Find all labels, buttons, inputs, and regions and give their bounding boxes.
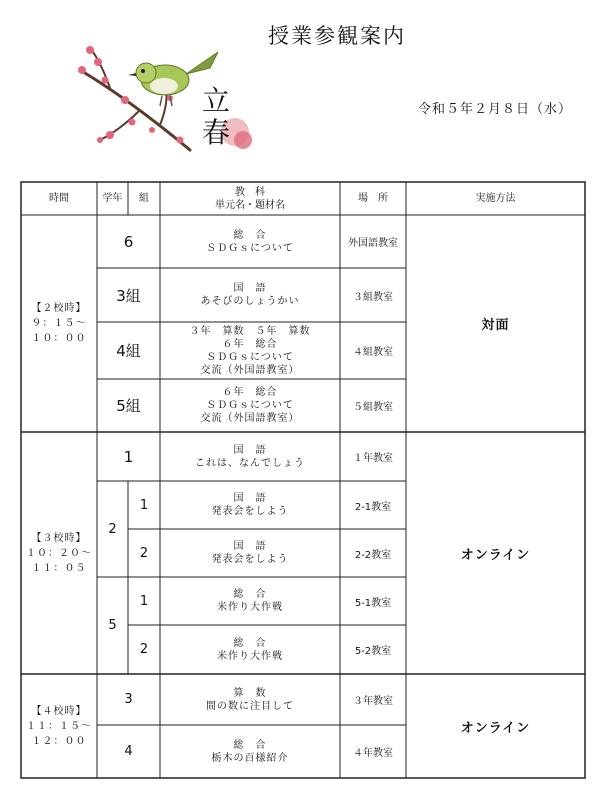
place-cell: ３組教室 bbox=[353, 291, 393, 303]
subject-line: ＳＤＧｓについて bbox=[206, 351, 294, 363]
class-cell: 1 bbox=[139, 497, 149, 513]
subject-cell bbox=[160, 481, 340, 529]
period-time-start: １１：１５～ bbox=[26, 720, 92, 732]
header-grade: 学年 bbox=[102, 193, 123, 204]
class-cell: 2 bbox=[139, 642, 149, 657]
subject-line: 国 語 bbox=[233, 444, 267, 456]
subject-line: 発表会をしよう bbox=[211, 554, 289, 565]
subject-line: ６年 総合 bbox=[222, 338, 278, 350]
subject-line: これは、なんでしょう bbox=[195, 457, 305, 469]
place-cell: ４年教室 bbox=[353, 748, 393, 759]
period-time-start: ９：１５～ bbox=[31, 318, 87, 329]
place-cell: 2-1教室 bbox=[354, 501, 392, 513]
subject-cell bbox=[160, 674, 340, 725]
subject-line: 米作り大作戦 bbox=[217, 602, 283, 613]
page-title: 授業参観案内 bbox=[268, 24, 406, 48]
subject-cell bbox=[160, 268, 340, 322]
header-time: 時間 bbox=[49, 193, 69, 204]
method-period-4: オンライン bbox=[460, 720, 531, 736]
grade-cell: 5 bbox=[108, 618, 117, 633]
subject-line: 総 合 bbox=[233, 739, 267, 751]
grade-cell: 2 bbox=[108, 521, 117, 537]
header-class: 組 bbox=[139, 193, 149, 204]
period-name: 【２校時】 bbox=[31, 303, 87, 314]
subject-line: 国 語 bbox=[233, 283, 267, 294]
grade-cell: 1 bbox=[123, 447, 134, 466]
subject-line: ３年 算数 ５年 算数 bbox=[189, 325, 311, 337]
header-subject-line1: 教 科 bbox=[235, 186, 265, 198]
grade-cell: 5組 bbox=[116, 397, 141, 415]
grade-cell: 6 bbox=[123, 232, 134, 251]
header-subject-line2: 単元名・題材名 bbox=[215, 199, 285, 211]
grade-cell: 4組 bbox=[116, 342, 141, 360]
subject-line: 米作り大作戦 bbox=[217, 650, 283, 662]
place-cell: 外国語教室 bbox=[348, 238, 398, 249]
period-time-end: １１：０５ bbox=[31, 562, 87, 574]
subject-cell bbox=[160, 432, 340, 481]
subject-line: 国 語 bbox=[233, 541, 267, 552]
period-time-start: １０：２０～ bbox=[26, 547, 92, 559]
period-name: 【３校時】 bbox=[31, 532, 87, 544]
subject-line: ＳＤＧｓについて bbox=[206, 242, 294, 254]
period-4-cell bbox=[21, 674, 97, 778]
subject-cell bbox=[160, 529, 340, 577]
subject-cell bbox=[160, 215, 340, 268]
subject-cell bbox=[160, 322, 340, 379]
grade-cell: 4 bbox=[124, 744, 133, 759]
subject-cell bbox=[160, 577, 340, 625]
method-period-3: オンライン bbox=[460, 547, 531, 563]
period-2-cell bbox=[21, 215, 97, 432]
subject-line: 総 合 bbox=[233, 589, 267, 600]
grade-cell: 3組 bbox=[116, 286, 141, 305]
subject-line: あそびのしょうかい bbox=[200, 296, 300, 307]
period-time-end: １２：００ bbox=[31, 735, 87, 747]
subject-line: 間の数に注目して bbox=[206, 700, 294, 712]
subject-line: 算 数 bbox=[233, 687, 267, 699]
method-period-2: 対面 bbox=[481, 318, 510, 333]
period-name: 【４校時】 bbox=[31, 705, 87, 717]
subject-line: ６年 総合 bbox=[222, 387, 278, 398]
header-method: 実施方法 bbox=[475, 193, 516, 204]
place-cell: 5-1教室 bbox=[354, 597, 392, 609]
class-cell: 2 bbox=[139, 545, 149, 561]
subject-line: 栃木の百様紹介 bbox=[211, 752, 289, 764]
subject-cell bbox=[160, 379, 340, 432]
period-time-end: １０：００ bbox=[31, 333, 87, 344]
header-place: 場 所 bbox=[358, 193, 388, 204]
period-3-cell bbox=[21, 432, 97, 674]
place-cell: 5-2教室 bbox=[354, 646, 392, 657]
subject-line: ＳＤＧｓについて bbox=[206, 400, 294, 411]
subject-line: 交流（外国語教室） bbox=[200, 413, 300, 424]
subject-line: 交流（外国語教室） bbox=[200, 364, 300, 376]
grade-cell: 3 bbox=[124, 692, 133, 707]
date-text: 令和５年２月８日（水） bbox=[418, 102, 573, 117]
subject-cell bbox=[160, 725, 340, 778]
subject-line: 発表会をしよう bbox=[211, 506, 289, 517]
place-cell: ５組教室 bbox=[353, 402, 393, 413]
subject-line: 総 合 bbox=[233, 229, 267, 241]
place-cell: ３年教室 bbox=[353, 696, 393, 707]
subject-line: 総 合 bbox=[233, 637, 267, 649]
place-cell: 2-2教室 bbox=[354, 549, 392, 561]
class-cell: 1 bbox=[139, 593, 149, 609]
place-cell: １年教室 bbox=[353, 453, 393, 464]
subject-cell bbox=[160, 625, 340, 674]
header-subject bbox=[160, 182, 340, 215]
subject-line: 国 語 bbox=[233, 493, 267, 504]
place-cell: ４組教室 bbox=[353, 347, 393, 358]
risshun-text: 立春 bbox=[202, 84, 231, 149]
